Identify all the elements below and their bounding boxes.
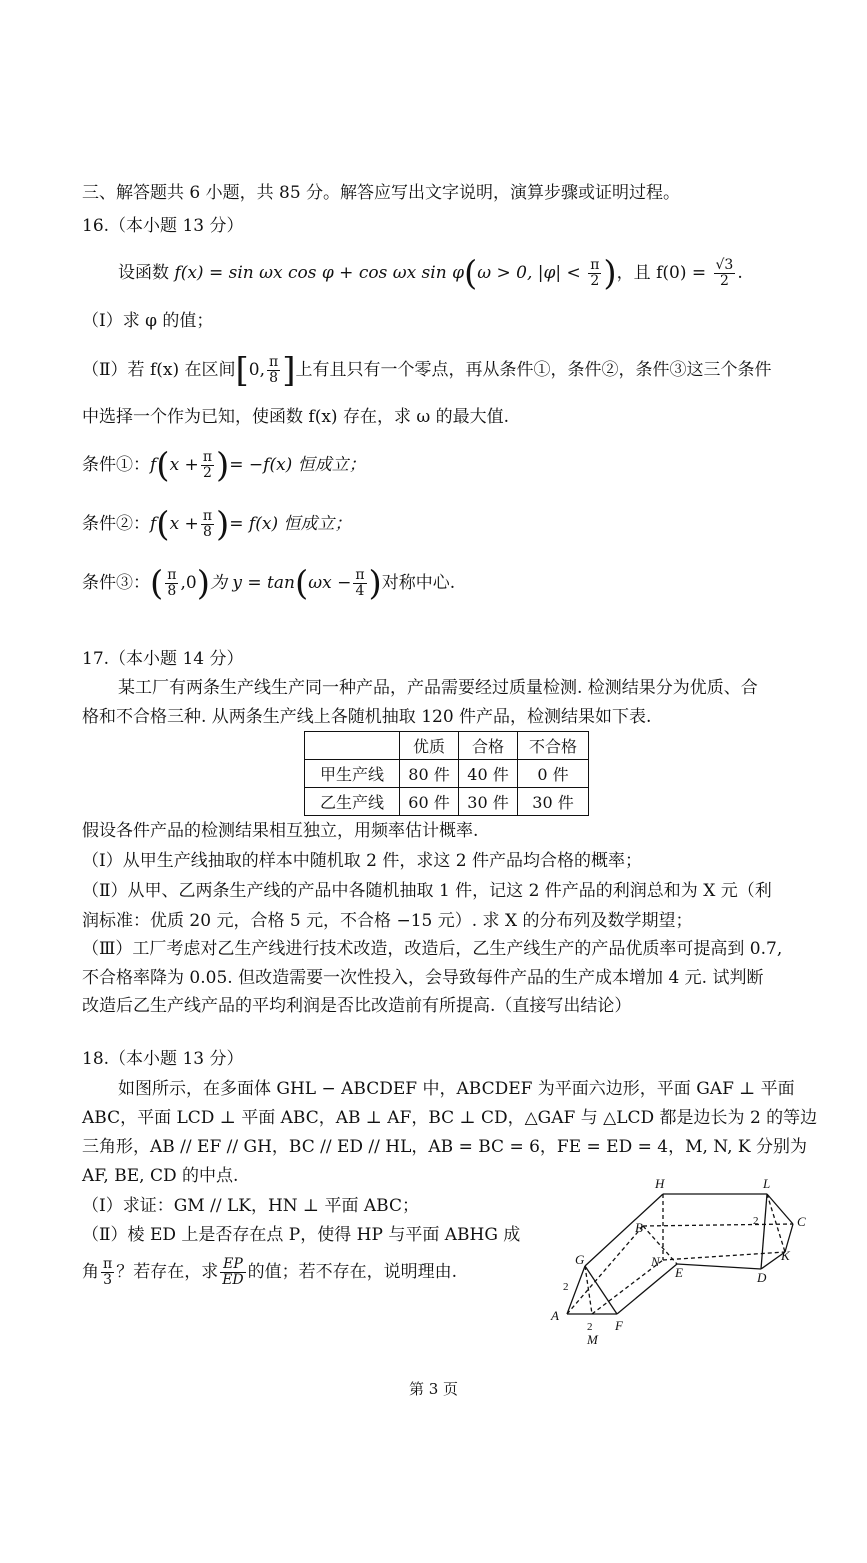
label-K: K — [781, 1248, 790, 1263]
table-cell: 60 件 — [400, 788, 459, 816]
table-row — [305, 788, 589, 816]
q17-p2: 格和不合格三种. 从两条生产线上各随机抽取 120 件产品，检测结果如下表. — [82, 707, 652, 727]
label-B: B — [635, 1220, 643, 1235]
q17-p6: 润标准：优质 20 元，合格 5 元，不合格 −15 元）. 求 X 的分布列及数学期望； — [82, 911, 693, 931]
table-cell: 合格 — [459, 732, 518, 760]
label-D: D — [757, 1270, 767, 1285]
table-row — [305, 760, 589, 788]
sqrt3-over-2: $\frac{√3}{2}$ — [715, 257, 734, 289]
q18-p2: ABC，平面 LCD ⊥ 平面 ABC，AB ⊥ AF，BC ⊥ CD，△GAF 与 △LCD 都是边长为 2 的等边 — [82, 1108, 818, 1128]
table-cell: 乙生产线 — [305, 788, 400, 816]
q16-and-f0: ，且 f(0) = — [616, 263, 712, 283]
table-cell: 0 件 — [518, 760, 589, 788]
label-side-2: 2 — [563, 1281, 569, 1293]
q16-fx: f(x) — [174, 263, 204, 283]
label-C: C — [797, 1214, 806, 1229]
table-cell — [305, 732, 400, 760]
edge-BE — [643, 1226, 677, 1264]
paren-open: ( — [463, 253, 478, 294]
q16-part2-cont: 中选择一个作为已知，使函数 f(x) 存在，求 ω 的最大值. — [82, 407, 510, 427]
edge-ED — [677, 1264, 761, 1269]
label-N: N — [651, 1254, 660, 1269]
label-A: A — [551, 1308, 559, 1323]
q17-results-table — [304, 731, 589, 816]
q16-title: 16.（本小题 13 分） — [82, 216, 244, 236]
q18-p3: 三角形，AB // EF // GH，BC // ED // HL，AB = BC = 6，FE = ED = 4，M, N, K 分别为 — [82, 1137, 807, 1157]
label-M: M — [587, 1332, 598, 1347]
q18-p5: （Ⅰ）求证：GM // LK，HN ⊥ 平面 ABC； — [82, 1196, 419, 1216]
paren-close: ) — [603, 253, 617, 294]
page-number: 第 3 页 — [408, 1380, 459, 1398]
q16-part2-line: （Ⅱ）若 f(x) 在区间[0, $\frac{\pi}{8}$ ]上有且只有一个零点，再从条件①，条件②，条件③这三个条件 — [82, 350, 772, 391]
q17-p5: （Ⅱ）从甲、乙两条生产线的产品中各随机抽取 1 件，记这 2 件产品的利润总和为 X 元（利 — [82, 881, 772, 901]
pi-over-3: $\frac{\pi}{3}$ — [103, 1256, 113, 1288]
edge-BC — [643, 1224, 793, 1226]
q17-title: 17.（本小题 14 分） — [82, 649, 244, 669]
table-cell: 优质 — [400, 732, 459, 760]
q16-cond: ω > 0, |φ| < — [477, 263, 587, 283]
polyhedron-figure — [545, 1174, 815, 1354]
label-right-2: 2 — [753, 1215, 759, 1227]
edge-GA — [567, 1266, 585, 1314]
q17-p4: （Ⅰ）从甲生产线抽取的样本中随机取 2 件，求这 2 件产品均合格的概率； — [82, 851, 642, 871]
ep-over-ed: $\frac{EP}{ED}$ — [222, 1256, 244, 1288]
q17-p8: 不合格率降为 0.05. 但改造需要一次性投入，会导致每件产品的生产成本增加 4 元. 试判断 — [82, 968, 764, 988]
label-F: F — [615, 1318, 623, 1333]
table-cell: 甲生产线 — [305, 760, 400, 788]
pi-over-2: $\frac{\pi}{2}$ — [590, 257, 600, 289]
q18-p7: 角 $\frac{\pi}{3}$ ？若存在，求 $\frac{EP}{ED}$ 的值；若不存在，说明理由. — [82, 1256, 458, 1288]
label-H: H — [655, 1176, 665, 1191]
q17-p7: （Ⅲ）工厂考虑对乙生产线进行技术改造，改造后，乙生产线生产的产品优质率可提高到 0.7, — [82, 939, 783, 959]
q16-function-def: 设函数 f(x) = sin ωx cos φ + cos ωx sin φ(ω > 0, |φ| < $\frac{\pi}{2}$ )，且 f(0) = $\frac{√3}{2}$ . — [118, 253, 743, 294]
edge-LC — [767, 1194, 793, 1224]
q18-p4: AF, BE, CD 的中点. — [82, 1166, 239, 1186]
q16-eq: = sin ωx cos φ + cos ωx sin φ — [203, 263, 464, 283]
label-G: G — [575, 1252, 585, 1267]
table-cell: 不合格 — [518, 732, 589, 760]
edge-GF — [585, 1266, 617, 1314]
table-cell: 30 件 — [459, 788, 518, 816]
q16-part1: （Ⅰ）求 φ 的值； — [82, 311, 214, 331]
q16-condition-1: 条件①：f(x + $\frac{\pi}{2}$ )= −f(x) 恒成立； — [82, 445, 366, 486]
table-cell: 80 件 — [400, 760, 459, 788]
table-cell: 40 件 — [459, 760, 518, 788]
label-E: E — [675, 1265, 683, 1280]
edge-LK — [767, 1194, 785, 1252]
q16-condition-2: 条件②：f(x + $\frac{\pi}{8}$ )= f(x) 恒成立； — [82, 504, 352, 545]
q17-p3: 假设各件产品的检测结果相互独立，用频率估计概率. — [82, 821, 479, 841]
table-cell: 30 件 — [518, 788, 589, 816]
edge-NK — [663, 1252, 785, 1260]
q16-intro: 设函数 — [118, 263, 175, 283]
edge-GM — [585, 1266, 592, 1314]
q18-title: 18.（本小题 13 分） — [82, 1049, 244, 1069]
edge-LD — [761, 1194, 767, 1269]
q18-p1: 如图所示，在多面体 GHL − ABCDEF 中，ABCDEF 为平面六边形，平面 GAF ⊥ 平面 — [118, 1079, 795, 1099]
q18-p6: （Ⅱ）棱 ED 上是否存在点 P，使得 HP 与平面 ABHG 成 — [82, 1225, 521, 1245]
edge-AB — [567, 1226, 643, 1314]
label-base-2: 2 — [587, 1321, 593, 1333]
table-header-row — [305, 732, 589, 760]
q17-p1: 某工厂有两条生产线生产同一种产品，产品需要经过质量检测. 检测结果分为优质、合 — [118, 678, 758, 698]
edge-FE — [617, 1264, 677, 1314]
q17-p9: 改造后乙生产线产品的平均利润是否比改造前有所提高.（直接写出结论） — [82, 996, 632, 1016]
pi-over-8: $\frac{\pi}{8}$ — [269, 354, 279, 386]
q16-condition-3: 条件③：( $\frac{\pi}{8}$ ,0)为 y = tan(ωx − $\frac{\pi}{4}$ )对称中心. — [82, 563, 456, 604]
section-header: 三、解答题共 6 小题，共 85 分。解答应写出文字说明，演算步骤或证明过程。 — [82, 183, 681, 203]
label-L: L — [763, 1176, 771, 1191]
